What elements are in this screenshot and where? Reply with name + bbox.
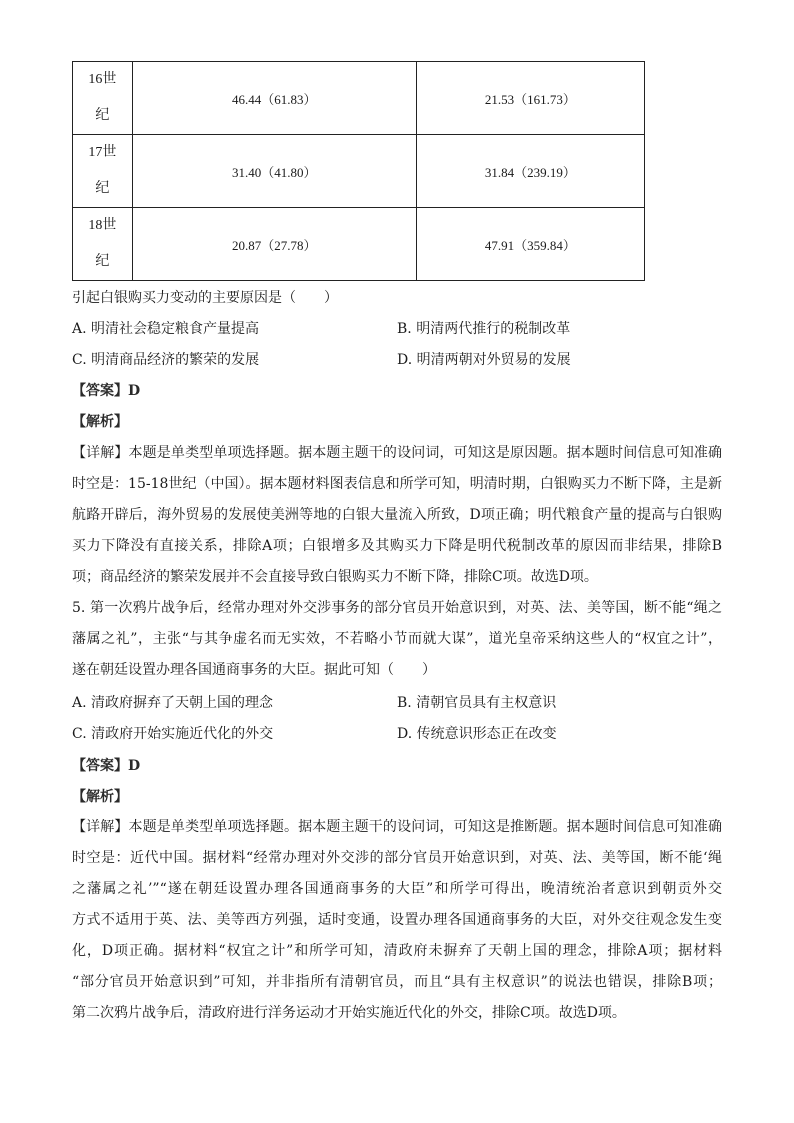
table-cell: 46.44（61.83）: [132, 62, 416, 135]
q4-option-a: A. 明清社会稳定粮食产量提高: [72, 321, 260, 337]
row-header: [73, 135, 133, 208]
q5-stem-line: 遂在朝廷设置办理各国通商事务的大臣。据此可知（ ）: [72, 662, 436, 678]
q5-detail: [72, 812, 722, 1029]
q4-option-c: C. 明清商品经济的繁荣的发展: [72, 352, 260, 368]
century-label: 16世: [88, 72, 117, 87]
q5-detail-line: 第二次鸦片战争后，清政府进行洋务运动才开始实施近代化的外交，排除C项。故选D项。: [72, 1005, 626, 1021]
silver-data-table: [72, 61, 645, 281]
q5-detail-line: 【详解】本题是单类型单项选择题。据本题主题干的设问词，可知这是推断题。据本题时间信息可知准确: [72, 819, 722, 835]
table-row: [73, 62, 645, 135]
q5-option-b: B. 清朝官员具有主权意识: [397, 695, 557, 711]
q5-detail-line: 化，D项正确。据材料“权宜之计”和所学可知，清政府未摒弃了天朝上国的理念，排除A项；据材料: [72, 943, 722, 959]
q5-detail-line: “部分官员开始意识到”可知，并非指所有清朝官员，而且“具有主权意识”的说法也错误，排除B项；: [72, 974, 722, 990]
q5-detail-line: 方式不适用于英、法、美等西方列强，适时变通，设置办理各国通商事务的大臣，对外交往观念发生变: [72, 912, 722, 928]
century-label-cont: 纪: [95, 108, 110, 123]
q4-detail: [72, 438, 722, 593]
century-label-cont: 纪: [95, 254, 110, 269]
q5-option-d: D. 传统意识形态正在改变: [397, 726, 557, 742]
q5-detail-line: 时空是：近代中国。据材料“经常办理对外交涉的部分官员开始意识到，对英、法、美等国，断不能‘绳: [72, 850, 722, 866]
q5-stem-line: 藩属之礼”，主张“与其争虚名而无实效，不若略小节而就大谋”，道光皇帝采纳这些人的“权宜之计”，: [72, 631, 722, 647]
q4-stem: 引起白银购买力变动的主要原因是（ ）: [72, 290, 338, 306]
q4-option-b: B. 明清两代推行的税制改革: [397, 321, 571, 337]
century-label-cont: 纪: [95, 181, 110, 196]
q5-option-a: A. 清政府摒弃了天朝上国的理念: [72, 695, 274, 711]
q4-detail-line: 项；商品经济的繁荣发展并不会直接导致白银购买力不断下降，排除C项。故选D项。: [72, 569, 598, 585]
row-header: [73, 62, 133, 135]
table-cell: 21.53（161.73）: [416, 62, 644, 135]
q4-detail-line: 【详解】本题是单类型单项选择题。据本题主题干的设问词，可知这是原因题。据本题时间信息可知准确: [72, 445, 722, 461]
q4-answer: 【答案】D: [72, 383, 141, 399]
q5-detail-line: 之藩属之礼’”“遂在朝廷设置办理各国通商事务的大臣”和所学可得出，晚清统治者意识到朝贡外交: [72, 881, 722, 897]
q5-stem: [72, 593, 722, 686]
q5-answer: 【答案】D: [72, 758, 141, 774]
century-label: 18世: [88, 218, 117, 233]
q4-analysis-label: 【解析】: [72, 414, 128, 430]
q4-detail-line: 航路开辟后，海外贸易的发展使美洲等地的白银大量流入所致，D项正确；明代粮食产量的提高与白银购: [72, 507, 722, 523]
q4-detail-line: 时空是：15-18世纪（中国）。据本题材料图表信息和所学可知，明清时期，白银购买力不断下降，主是新: [72, 476, 722, 492]
row-header: [73, 208, 133, 281]
table-cell: 47.91（359.84）: [416, 208, 644, 281]
q5-analysis-label: 【解析】: [72, 789, 128, 805]
table-cell: 31.84（239.19）: [416, 135, 644, 208]
q5-stem-line: 5. 第一次鸦片战争后，经常办理对外交涉事务的部分官员开始意识到，对英、法、美等国，断不能“绳之: [72, 600, 722, 616]
q4-detail-line: 买力下降没有直接关系，排除A项；白银增多及其购买力下降是明代税制改革的原因而非结果，排除B: [72, 538, 722, 554]
table-row: [73, 135, 645, 208]
table-cell: 31.40（41.80）: [132, 135, 416, 208]
table-cell: 20.87（27.78）: [132, 208, 416, 281]
q5-option-c: C. 清政府开始实施近代化的外交: [72, 726, 274, 742]
q4-option-d: D. 明清两朝对外贸易的发展: [397, 352, 571, 368]
century-label: 17世: [88, 145, 117, 160]
table-row: [73, 208, 645, 281]
